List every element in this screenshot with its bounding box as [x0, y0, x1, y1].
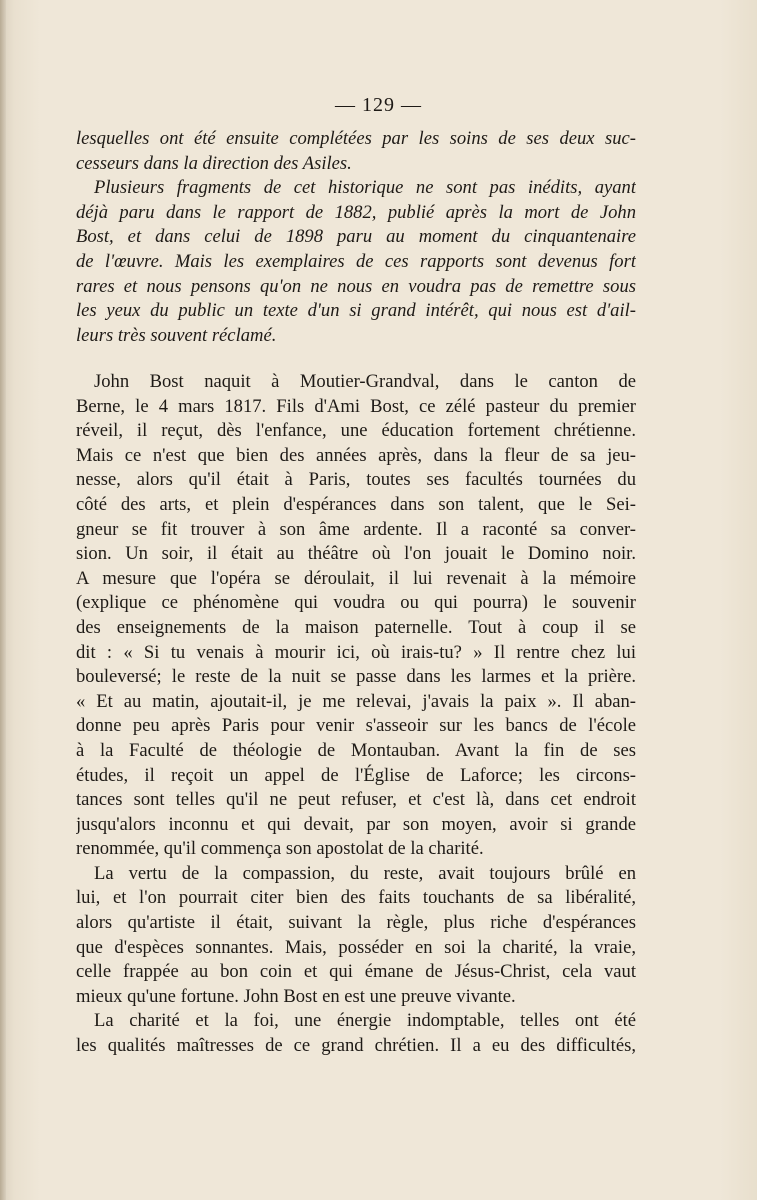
body-line: La charité et la foi, une énergie indomptable, telles ont été [94, 1010, 636, 1032]
intro-line: Bost, et dans celui de 1898 paru au moment du cinquantenaire [76, 226, 636, 248]
body-line: des enseignements de la maison paternelle. Tout à coup il se [76, 616, 636, 638]
body-line: jusqu'alors inconnu et qui devait, par son moyen, avoir si grande [76, 813, 636, 835]
body-line: nesse, alors qu'il était à Paris, toutes ses facultés tournées du [76, 469, 636, 491]
intro-line: Plusieurs fragments de cet historique ne sont pas inédits, ayant [94, 177, 636, 199]
intro-line: rares et nous pensons qu'on ne nous en voudra pas de remettre sous [76, 275, 636, 297]
body-line: réveil, il reçut, dès l'enfance, une éducation fortement chrétienne. [76, 420, 636, 442]
intro-line: de l'œuvre. Mais les exemplaires de ces rapports sont devenus fort [76, 250, 636, 272]
body-line: celle frappée au bon coin et qui émane de Jésus-Christ, cela vaut [76, 961, 636, 983]
body-line: John Bost naquit à Moutier-Grandval, dans le canton de [94, 371, 636, 392]
body-line: lui, et l'on pourrait citer bien des faits touchants de sa libéralité, [76, 887, 636, 909]
intro-line: lesquelles ont été ensuite complétées par les soins de ses deux suc- [76, 128, 636, 149]
body-line: donne peu après Paris pour venir s'asseoir sur les bancs de l'école [76, 715, 636, 737]
body-line: renommée, qu'il commença son apostolat de la charité. [76, 838, 484, 860]
body-line: « Et au matin, ajoutait-il, je me relevai, j'avais la paix ». Il aban- [76, 690, 636, 712]
body-line: sion. Un soir, il était au théâtre où l'on jouait le Domino noir. [76, 543, 636, 565]
body-line: bouleversé; le reste de la nuit se passe dans les larmes et la prière. [76, 666, 636, 688]
intro-line: cesseurs dans la direction des Asiles. [76, 152, 352, 174]
body-line: mieux qu'une fortune. John Bost en est une preuve vivante. [76, 985, 516, 1007]
intro-paragraphs [76, 127, 636, 348]
body-line: dit : « Si tu venais à mourir ici, où irais-tu? » Il rentre chez lui [76, 641, 636, 663]
body-line: Mais ce n'est que bien des années après, dans la fleur de sa jeu- [76, 444, 636, 466]
page-number: — 129 — [335, 94, 422, 116]
body-line: que d'espèces sonnantes. Mais, posséder en soi la charité, la vraie, [76, 936, 636, 958]
body-line: les qualités maîtresses de ce grand chrétien. Il a eu des difficultés, [76, 1035, 636, 1057]
intro-line: leurs très souvent réclamé. [76, 324, 277, 346]
body-line: études, il reçoit un appel de l'Église de Laforce; les circons- [76, 764, 636, 786]
body-paragraphs [76, 370, 636, 1059]
body-line: A mesure que l'opéra se déroulait, il lui revenait à la mémoire [76, 567, 636, 589]
page-binding-edge [0, 0, 6, 1200]
body-line: Berne, le 4 mars 1817. Fils d'Ami Bost, ce zélé pasteur du premier [76, 395, 636, 417]
body-line: tances sont telles qu'il ne peut refuser, et c'est là, dans cet endroit [76, 789, 636, 811]
body-line: (explique ce phénomène qui voudra ou qui pourra) le souvenir [76, 592, 636, 614]
body-line: gneur se fit trouver à son âme ardente. Il a raconté sa conver- [76, 518, 636, 540]
body-line: La vertu de la compassion, du reste, avait toujours brûlé en [94, 862, 636, 884]
intro-line: les yeux du public un texte d'un si grand intérêt, qui nous est d'ail- [76, 300, 636, 322]
body-line: à la Faculté de théologie de Montauban. Avant la fin de ses [76, 739, 636, 761]
body-line: côté des arts, et plein d'espérances dans son talent, que le Sei- [76, 493, 636, 515]
body-line: alors qu'artiste il était, suivant la règle, plus riche d'espérances [76, 912, 636, 934]
intro-line: déjà paru dans le rapport de 1882, publié après la mort de John [76, 201, 636, 223]
